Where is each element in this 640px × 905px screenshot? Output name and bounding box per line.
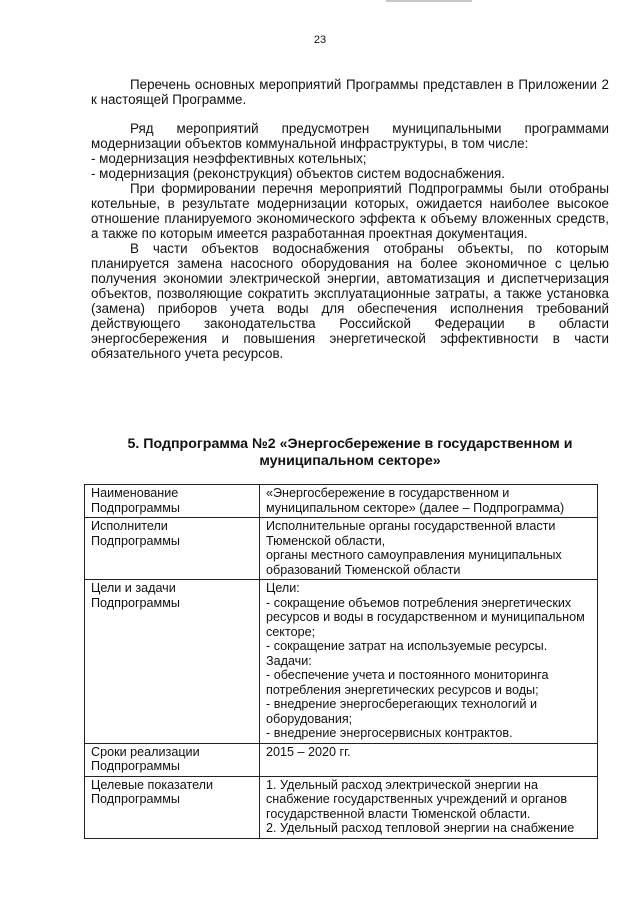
row-value-executors xyxy=(260,518,598,580)
row-label-executors: Исполнители Подпрограммы xyxy=(85,518,260,580)
table-row xyxy=(85,580,598,744)
cell-line: - сокращение затрат на используемые ресурсы. xyxy=(266,639,548,653)
cell-line: - внедрение энергосберегающих технологий и оборудования; xyxy=(266,697,537,726)
cell-line: Исполнительные органы государственной власти Тюменской области, xyxy=(266,519,556,548)
cell-line: Цели: xyxy=(266,581,300,595)
paragraph-water-objects: В части объектов водоснабжения отобраны объекты, по которым планируется замена насосного оборудования на более экономичное с целью получения экономии электрической энергии, автоматизация и диспетчеризация объектов, позволяющие сократить эксплуатационные затраты, а также установка (замена) приборов учета воды для обеспечения исполнения требований действующего законодательства Российской Федерации в области энергосбережения и повышения энергетической эффективности в части обязательного учета ресурсов. xyxy=(91,241,609,361)
paragraph-appendix-reference: Перечень основных мероприятий Программы представлен в Приложении 2 к настоящей Программе. xyxy=(91,77,609,107)
body-text xyxy=(91,77,609,361)
section-title: 5. Подпрограмма №2 «Энергосбережение в государственном и муниципальном секторе» xyxy=(127,436,573,469)
row-value-indicators xyxy=(260,776,598,838)
table-row xyxy=(85,776,598,838)
cell-line: Задачи: xyxy=(266,653,312,668)
row-label-indicators: Целевые показатели Подпрограммы xyxy=(85,776,260,838)
row-value-timeline xyxy=(260,743,598,776)
page-number: 23 xyxy=(313,34,327,46)
table-row xyxy=(85,518,598,580)
cell-line: 2015 – 2020 гг. xyxy=(266,744,351,759)
paragraph-municipal-programs: Ряд мероприятий предусмотрен муниципальными программами модернизации объектов коммунальной инфраструктуры, в том числе: xyxy=(91,121,609,151)
list-item-boilers: - модернизация неэффективных котельных; xyxy=(91,151,367,166)
table-row xyxy=(85,743,598,776)
cell-line: 2. Удельный расход тепловой энергии на снабжение xyxy=(266,821,575,835)
list-item-water-supply: - модернизация (реконструкция) объектов систем водоснабжения. xyxy=(91,166,505,181)
cell-line: - сокращение объемов потребления энергетических ресурсов и воды в государственном и муниципальном секторе; xyxy=(266,595,585,639)
row-value-goals xyxy=(260,580,598,744)
row-label-goals: Цели и задачи Подпрограммы xyxy=(85,580,260,744)
cell-line: - обеспечение учета и постоянного мониторинга потребления энергетических ресурсов и воды; xyxy=(266,668,549,697)
top-edge-mark xyxy=(386,0,472,2)
row-label-timeline: Сроки реализации Подпрограммы xyxy=(85,743,260,776)
row-label-name: Наименование Подпрограммы xyxy=(85,485,260,518)
subprogram-passport-table xyxy=(84,484,598,839)
cell-line: - внедрение энергосервисных контрактов. xyxy=(266,726,513,740)
table-row xyxy=(85,485,598,518)
cell-line: 1. Удельный расход электрической энергии на снабжение государственных учреждений и органов государственной власти Тюменской области. xyxy=(266,777,568,821)
cell-line: органы местного самоуправления муниципальных образований Тюменской области xyxy=(266,548,562,577)
cell-line: «Энергосбережение в государственном и муниципальном секторе» (далее – Подпрограмма) xyxy=(266,486,565,515)
row-value-name xyxy=(260,485,598,518)
paragraph-boiler-selection: При формировании перечня мероприятий Подпрограммы были отобраны котельные, в результате модернизации которых, ожидается наиболее высокое отношение планируемого экономического эффекта к объему вложенных средств, а также по которым имеется разработанная проектная документация. xyxy=(91,181,609,241)
